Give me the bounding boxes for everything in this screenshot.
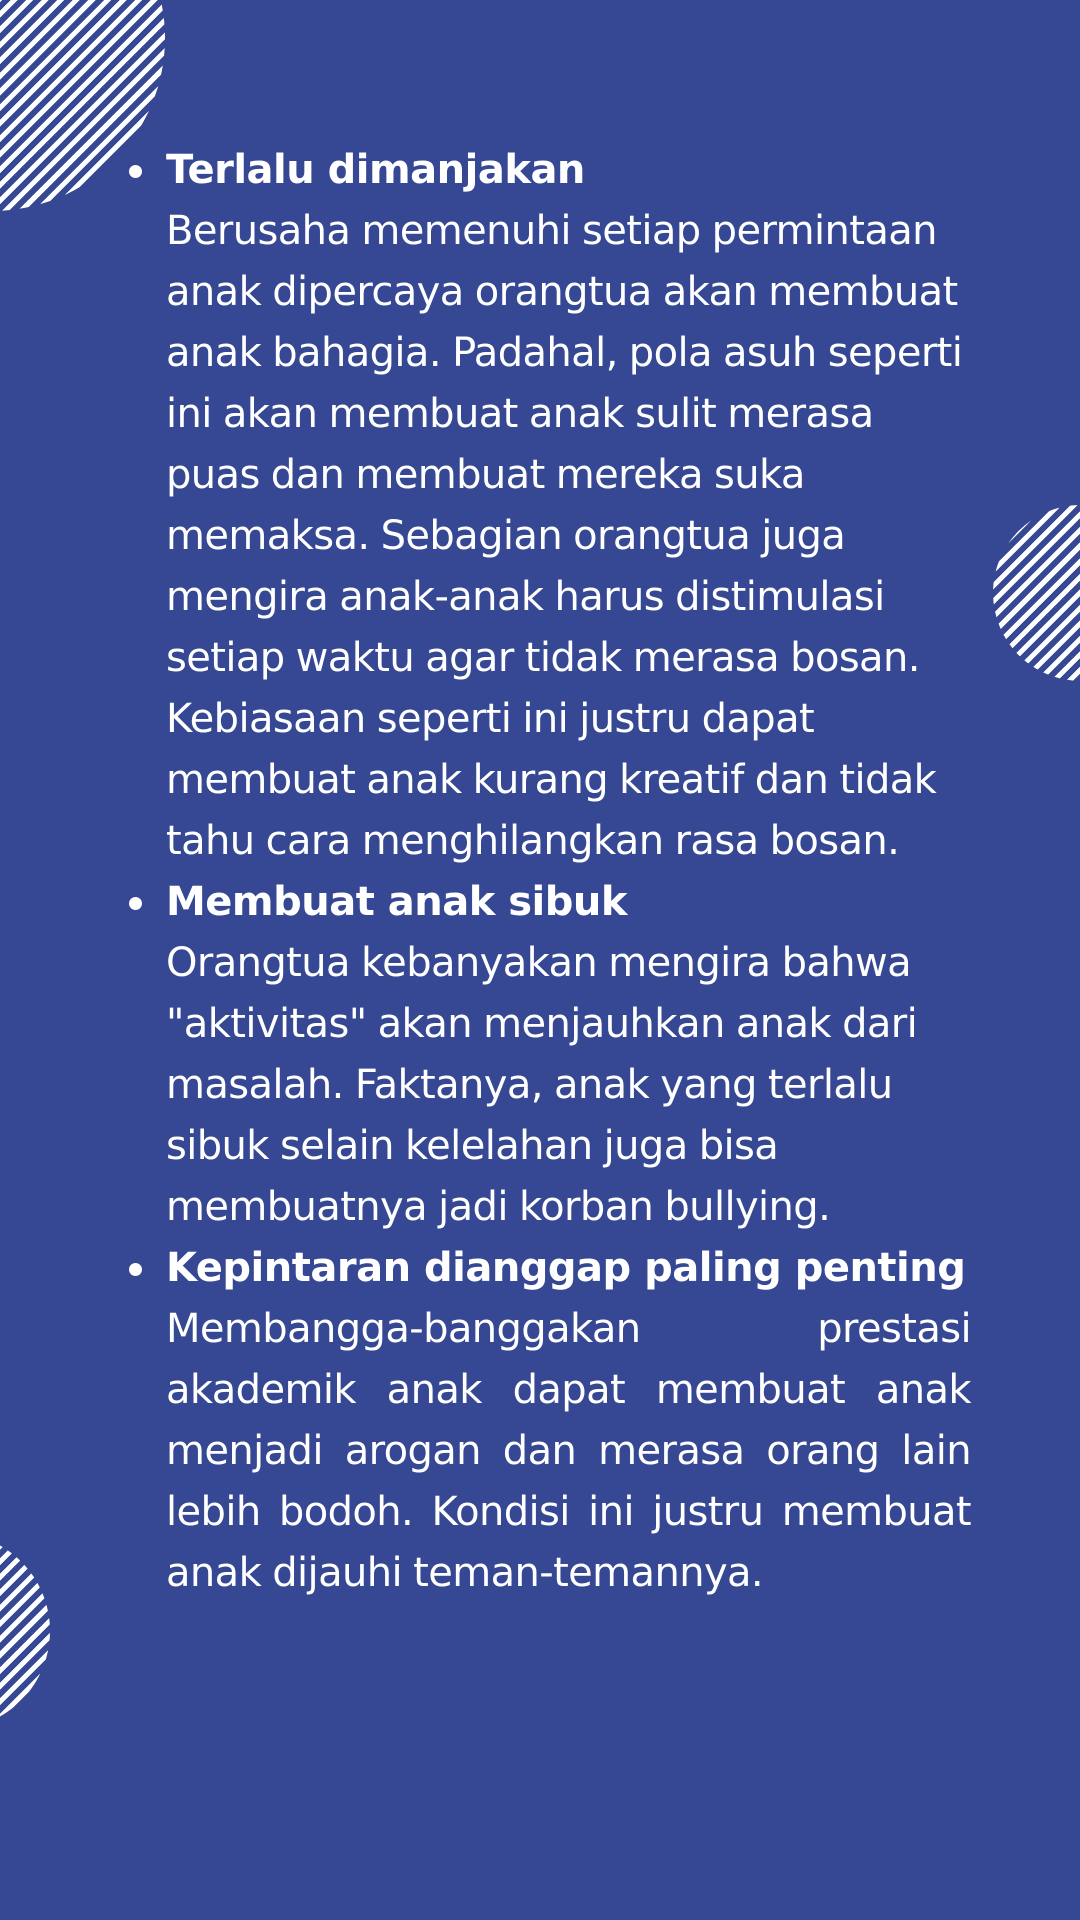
striped-circle-decoration-bottom-left — [0, 1533, 50, 1729]
item-body: Orangtua kebanyakan mengira bahwa "aktivitas" akan menjauhkan anak dari masalah. Faktanya, anak yang terlalu sibuk selain kelelahan juga bisa membuatnya jadi korban bullying. — [166, 940, 918, 1230]
bullet-icon — [129, 897, 142, 910]
bullet-icon — [129, 165, 142, 178]
item-body: Membangga-banggakan prestasi akademik anak dapat membuat anak menjadi arogan dan merasa orang lain lebih bodoh. Kondisi ini justru membuat anak dijauhi teman-temannya. — [166, 1306, 971, 1596]
item-heading: Membuat anak sibuk — [166, 879, 627, 925]
item-heading: Terlalu dimanjakan — [166, 147, 585, 193]
item-heading: Kepintaran dianggap paling penting — [166, 1245, 966, 1291]
bullet-icon — [129, 1263, 142, 1276]
bullet-list — [166, 140, 971, 1604]
list-item — [166, 140, 971, 872]
list-item — [166, 1238, 971, 1604]
list-item — [166, 872, 971, 1238]
striped-circle-decoration-top-left — [0, 0, 165, 211]
item-body: Berusaha memenuhi setiap permintaan anak dipercaya orangtua akan membuat anak bahagia. Padahal, pola asuh seperti ini akan membuat anak sulit merasa puas dan membuat mereka suka memaksa. Sebagian orangtua juga mengira anak-anak harus distimulasi setiap waktu agar tidak merasa bosan. Kebiasaan seperti ini justru dapat membuat anak kurang kreatif dan tidak tahu cara menghilangkan rasa bosan. — [166, 208, 963, 864]
striped-circle-decoration-right — [993, 505, 1080, 681]
